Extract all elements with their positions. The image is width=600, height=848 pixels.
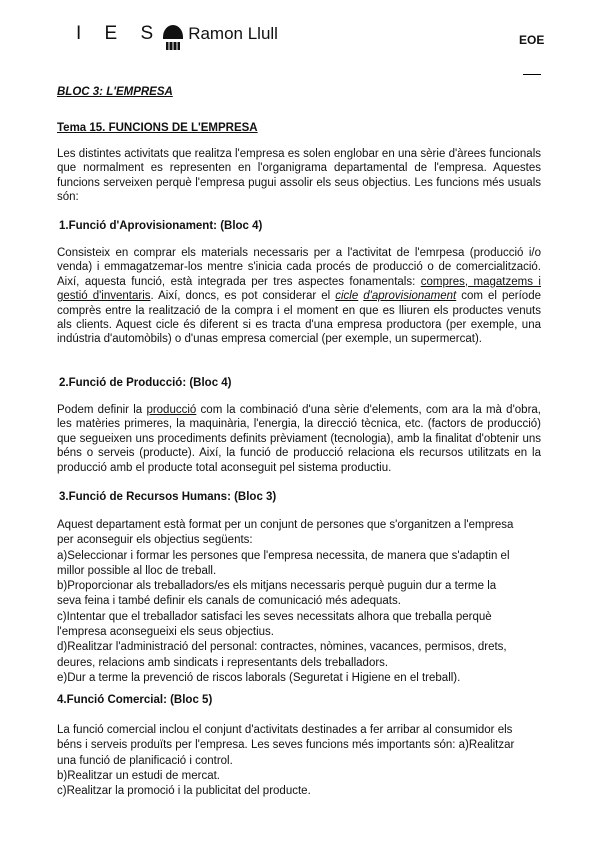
aprov-cycle-term-1: cicle (335, 290, 359, 303)
tower-icon (160, 15, 186, 53)
recursos-humans-body (57, 518, 541, 686)
rrhh-line: d)Realitzar l'administració del personal: contractes, nòmines, vacances, permisos, drets, (57, 641, 507, 654)
rrhh-line: millor possible al lloc de treball. (57, 564, 217, 577)
aprov-underlined-aspects: compres, magatzems i gestió d'inventaris (57, 275, 541, 303)
tema-title: Tema 15. FUNCIONS DE L'EMPRESA (57, 122, 258, 134)
section-heading-recursos-humans: 3.Funció de Recursos Humans: (Bloc 3) (59, 491, 277, 503)
prod-text-2: com la combinació d'una sèrie d'elements, com ara la mà d'obra, les matèries primeres, la maquinària, l'energia, la direcció tècnica, etc. (factors de producció) que segueixen uns procediments definits prèviament (tecnologia), amb la finalitat d'obtenir uns béns o serveis (producte). Així, la funció de producció relaciona els recursos utilitzats en la producció amb el producte total aconseguit pel sistema productiu. (57, 404, 541, 474)
rrhh-line: deures, relacions amb sindicats i representants dels treballadors. (57, 656, 389, 669)
comercial-line: c)Realitzar la promoció i la publicitat del producte. (57, 785, 311, 798)
comercial-line: béns i serveis produïts per l'empresa. Les seves funcions més importants són: a)Realitzar (57, 739, 515, 752)
bloc-title: BLOC 3: L'EMPRESA (57, 86, 173, 98)
section-heading-produccio: 2.Funció de Producció: (Bloc 4) (59, 377, 232, 389)
rrhh-line: b)Proporcionar als treballadors/es els mitjans necessaris perquè puguin dur a terme la (57, 580, 497, 593)
logo-ies-text: I E S (76, 23, 163, 44)
section-heading-aprovisionament: 1.Funció d'Aprovisionament: (Bloc 4) (59, 220, 263, 232)
prod-underlined-term: producció (146, 404, 197, 416)
aprov-cycle-term-2: d'aprovisionament (363, 290, 457, 303)
section-heading-comercial: 4.Funció Comercial: (Bloc 5) (57, 694, 213, 706)
aprov-text-3: com el període comprès entre la realització de la compra i el moment en que es lliuren els productes venuts als clients. Aquest cicle és diferent si es tracta d'una empresa productora (per exemple, una indústria d'automòbils) o d'unas empresa comercial (per exemple, un supermercat). (57, 290, 541, 346)
intro-paragraph: Les distintes activitats que realitza l'empresa es solen englobar en una sèrie d'àrees funcionals que normalment es representen en l'organigrama departamental de l'empresa. Aquestes funcions serveixen perquè l'empresa pugui assolir els seus objectius. Les funcions més usuals són: (57, 148, 541, 204)
produccio-paragraph (57, 403, 541, 475)
rrhh-line: a)Seleccionar i formar les persones que l'empresa necessita, de manera que s'adaptin el (57, 549, 510, 562)
rrhh-line: c)Intentar que el treballador satisfaci les seves necessitats alhora que treballa perquè (57, 610, 492, 623)
comercial-body (57, 723, 541, 799)
department-label: EOE (519, 33, 545, 47)
rrhh-line: per aconseguir els objectius següents: (57, 534, 253, 547)
rrhh-line: l'empresa aconsegueixi els seus objectius. (57, 626, 274, 639)
logo-school-name: Ramon Llull (188, 24, 278, 43)
rrhh-line: e)Dur a terme la prevenció de riscos laborals (Seguretat i Higiene en el treball). (57, 671, 461, 684)
aprov-text-1: Consisteix en comprar els materials necessaris per a l'activitat de l'emrpesa (producció i/o venda) i emmagatzemar-los mentre s'inicia cada procés de producció o de comercialització. Així, aquesta funció, està integrada per tres aspectes fonamentals: (57, 247, 541, 288)
aprovisionament-paragraph (57, 246, 541, 347)
header-divider (523, 74, 541, 75)
comercial-line: una funció de planificació i control. (57, 754, 233, 767)
school-logo (76, 14, 278, 54)
rrhh-line: Aquest departament està format per un conjunt de persones que s'organitzen a l'empresa (57, 519, 514, 531)
comercial-line: La funció comercial inclou el conjunt d'activitats destinades a fer arribar al consumidor els (57, 724, 513, 736)
rrhh-line: seva feina i també definir els canals de comunicació més adequats. (57, 595, 401, 608)
comercial-line: b)Realitzar un estudi de mercat. (57, 769, 220, 782)
prod-text-1: Podem definir la (57, 404, 143, 416)
aprov-text-2: . Així, doncs, es pot considerar el (150, 290, 331, 303)
